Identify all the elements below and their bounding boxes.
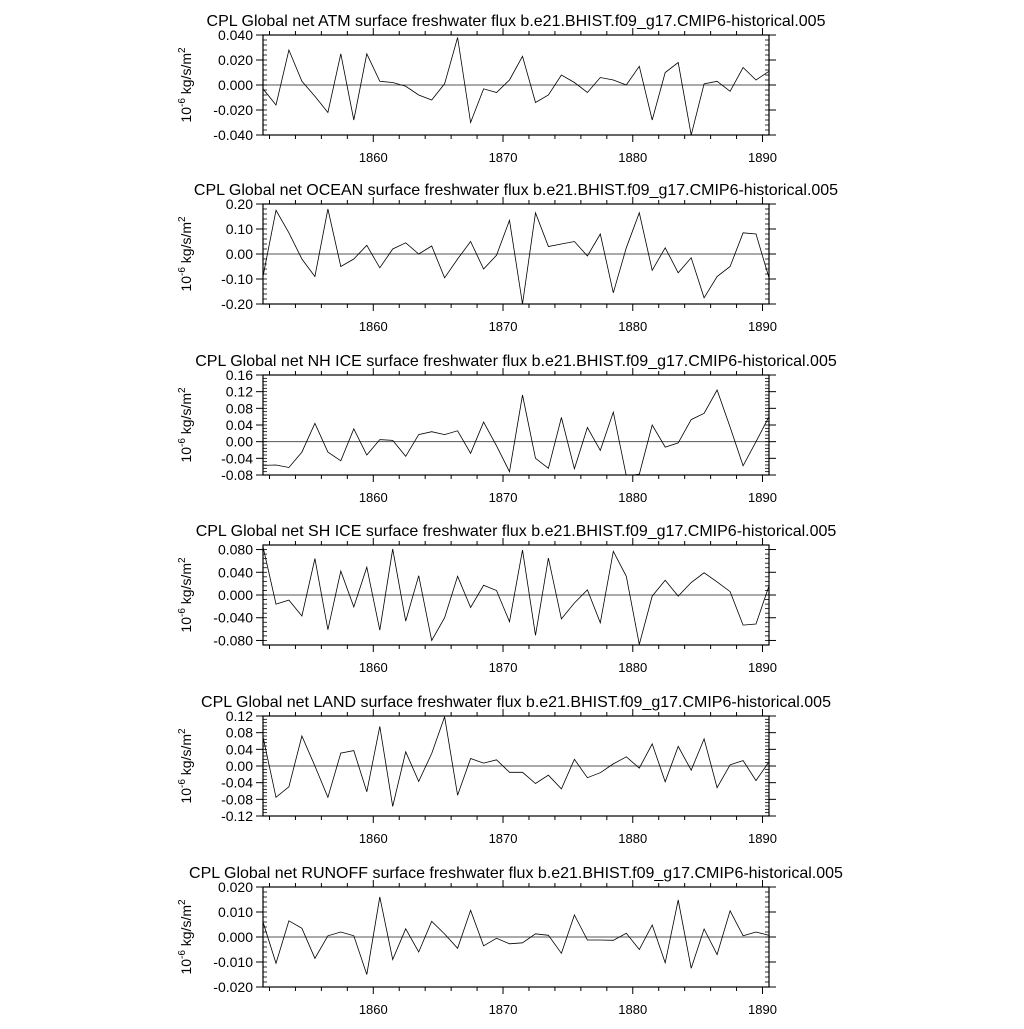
chart-title: CPL Global net NH ICE surface freshwater flux b.e21.BHIST.f09_g17.CMIP6-historical.005 [195, 353, 837, 370]
y-tick-label: -0.040 [213, 610, 253, 626]
chart-title: CPL Global net OCEAN surface freshwater flux b.e21.BHIST.f09_g17.CMIP6-historical.005 [194, 182, 838, 199]
y-axis-label [177, 728, 194, 804]
panel-3 [177, 353, 837, 505]
y-tick-label: -0.04 [221, 775, 253, 791]
y-axis-label-exp: -6 [177, 779, 188, 788]
y-tick-label: -0.020 [213, 102, 253, 118]
x-tick-label: 1890 [748, 319, 777, 334]
y-tick-label: 0.080 [218, 542, 253, 558]
x-tick-label: 1860 [359, 150, 388, 165]
series-line [263, 717, 769, 807]
panel-5 [177, 694, 831, 846]
y-axis-label-exp: -6 [177, 438, 188, 447]
y-axis-label-base: 10 [178, 959, 194, 975]
y-tick-label: 0.16 [226, 367, 253, 383]
series-line [263, 209, 769, 304]
y-tick-label: 0.00 [226, 246, 253, 262]
y-axis-label-unit-exp: 2 [177, 899, 188, 905]
y-tick-label: 0.12 [226, 384, 253, 400]
y-tick-label: -0.04 [221, 450, 253, 466]
y-tick-label: 0.04 [226, 417, 253, 433]
panel-2 [177, 182, 838, 334]
chart-title: CPL Global net LAND surface freshwater flux b.e21.BHIST.f09_g17.CMIP6-historical.005 [201, 694, 831, 711]
y-axis-label-base: 10 [178, 788, 194, 804]
x-tick-label: 1890 [748, 831, 777, 846]
y-axis-label-unit-exp: 2 [177, 47, 188, 53]
x-tick-label: 1870 [489, 490, 518, 505]
x-tick-label: 1890 [748, 1002, 777, 1017]
x-tick-label: 1870 [489, 1002, 518, 1017]
y-tick-label: 0.04 [226, 741, 253, 757]
x-tick-label: 1870 [489, 319, 518, 334]
y-tick-label: -0.08 [221, 791, 253, 807]
y-tick-label: 0.10 [226, 221, 253, 237]
y-axis-label-base: 10 [178, 107, 194, 123]
y-axis-label-exp: -6 [177, 267, 188, 276]
y-tick-label: 0.20 [226, 196, 253, 212]
x-tick-label: 1880 [618, 490, 647, 505]
y-axis-label-base: 10 [178, 447, 194, 463]
y-axis-label-unit: kg/s/m [178, 53, 194, 98]
y-tick-label: -0.080 [213, 632, 253, 648]
series-line [263, 547, 769, 645]
x-tick-label: 1880 [618, 1002, 647, 1017]
y-axis-label-unit-exp: 2 [177, 387, 188, 393]
y-tick-label: 0.010 [218, 904, 253, 920]
x-tick-label: 1860 [359, 490, 388, 505]
y-axis-label-exp: -6 [177, 608, 188, 617]
y-axis-label-unit-exp: 2 [177, 557, 188, 563]
y-tick-label: 0.020 [218, 879, 253, 895]
x-tick-label: 1880 [618, 150, 647, 165]
y-axis-label [177, 216, 194, 292]
y-axis-label-base: 10 [178, 276, 194, 292]
y-tick-label: -0.12 [221, 808, 253, 824]
x-tick-label: 1890 [748, 490, 777, 505]
y-axis-label-base: 10 [178, 617, 194, 633]
y-axis-label [177, 47, 194, 123]
series-line [263, 390, 769, 476]
y-tick-label: 0.12 [226, 708, 253, 724]
chart-title: CPL Global net ATM surface freshwater flux b.e21.BHIST.f09_g17.CMIP6-historical.005 [207, 13, 826, 30]
y-axis-label-unit-exp: 2 [177, 728, 188, 734]
y-axis-label-unit: kg/s/m [178, 563, 194, 608]
y-axis-label-exp: -6 [177, 950, 188, 959]
chart-title: CPL Global net SH ICE surface freshwater flux b.e21.BHIST.f09_g17.CMIP6-historical.005 [196, 523, 837, 540]
panel-6 [177, 865, 843, 1017]
x-tick-label: 1860 [359, 831, 388, 846]
y-axis-label-unit-exp: 2 [177, 216, 188, 222]
x-tick-label: 1880 [618, 319, 647, 334]
series-line [263, 897, 769, 975]
y-tick-label: -0.020 [213, 979, 253, 995]
x-tick-label: 1860 [359, 1002, 388, 1017]
panel-4 [177, 523, 836, 675]
y-axis-label-unit: kg/s/m [178, 393, 194, 438]
x-tick-label: 1870 [489, 831, 518, 846]
y-tick-label: 0.000 [218, 587, 253, 603]
x-tick-label: 1880 [618, 831, 647, 846]
series-line [263, 38, 769, 136]
y-tick-label: 0.08 [226, 400, 253, 416]
x-tick-label: 1890 [748, 150, 777, 165]
y-tick-label: 0.020 [218, 52, 253, 68]
panel-1 [177, 13, 826, 165]
chart-title: CPL Global net RUNOFF surface freshwater flux b.e21.BHIST.f09_g17.CMIP6-historical.005 [189, 865, 843, 882]
y-axis-label-exp: -6 [177, 98, 188, 107]
x-tick-label: 1870 [489, 150, 518, 165]
y-tick-label: 0.08 [226, 725, 253, 741]
y-axis-label [177, 557, 194, 633]
x-tick-label: 1880 [618, 660, 647, 675]
y-axis-label-unit: kg/s/m [178, 905, 194, 950]
y-axis-label [177, 387, 194, 463]
y-tick-label: 0.000 [218, 929, 253, 945]
y-tick-label: 0.040 [218, 564, 253, 580]
y-tick-label: -0.010 [213, 954, 253, 970]
x-tick-label: 1860 [359, 319, 388, 334]
y-tick-label: 0.000 [218, 77, 253, 93]
y-axis-label-unit: kg/s/m [178, 222, 194, 267]
y-tick-label: -0.08 [221, 467, 253, 483]
y-tick-label: -0.10 [221, 271, 253, 287]
x-tick-label: 1860 [359, 660, 388, 675]
y-axis-label-unit: kg/s/m [178, 734, 194, 779]
y-tick-label: 0.040 [218, 27, 253, 43]
y-tick-label: -0.040 [213, 127, 253, 143]
y-axis-label [177, 899, 194, 975]
y-tick-label: -0.20 [221, 296, 253, 312]
x-tick-label: 1870 [489, 660, 518, 675]
x-tick-label: 1890 [748, 660, 777, 675]
y-tick-label: 0.00 [226, 758, 253, 774]
y-tick-label: 0.00 [226, 434, 253, 450]
